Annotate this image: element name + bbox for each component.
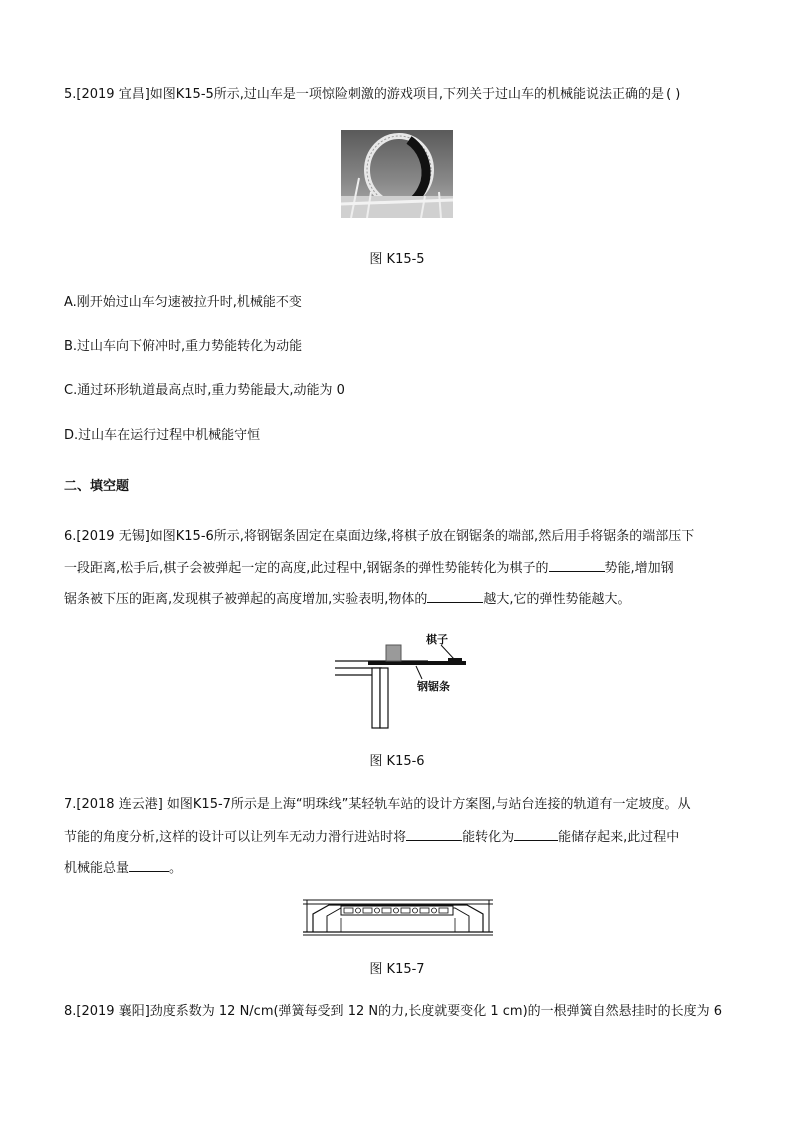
option-c: C.通过环形轨道最高点时,重力势能最大,动能为 0 [64, 383, 345, 398]
option-a: A.刚开始过山车匀速被拉升时,机械能不变 [64, 295, 302, 310]
question-7-text-2b: 能转化为 [462, 830, 515, 845]
figure-caption-k15-5: 图 K15-5 [369, 252, 425, 267]
option-b: B.过山车向下俯冲时,重力势能转化为动能 [64, 339, 303, 354]
section-title: 二、填空题 [64, 479, 130, 494]
question-7-line-3 [64, 858, 182, 878]
question-6-line-3 [64, 589, 631, 609]
fill-blank[interactable] [514, 827, 558, 841]
fill-blank[interactable] [549, 558, 605, 572]
question-5-stem [64, 86, 680, 104]
fill-blank[interactable] [406, 827, 462, 841]
fill-blank[interactable] [427, 589, 483, 603]
question-6-text-3a: 锯条被下压的距离,发现棋子被弹起的高度增加,实验表明,物体的 [64, 592, 428, 607]
roller-coaster-photo [341, 130, 453, 218]
question-7-text-3b: 。 [169, 861, 183, 876]
train-station-diagram [303, 892, 493, 937]
option-d: D.过山车在运行过程中机械能守恒 [64, 428, 261, 443]
answer-parentheses: ( ) [666, 87, 681, 102]
question-5-text: 5.[2019 宜昌]如图K15-5所示,过山车是一项惊险刺激的游戏项目,下列关于过山车的机械能说法正确的是 [64, 87, 665, 102]
question-7-text-3a: 机械能总量 [64, 861, 130, 876]
fill-blank[interactable] [129, 858, 169, 872]
question-6-line-2 [64, 558, 674, 578]
question-7-line-2 [64, 827, 679, 847]
figure-caption-k15-7: 图 K15-7 [369, 962, 425, 977]
question-6-text-3b: 越大,它的弹性势能越大。 [483, 592, 631, 607]
question-8-line-1: 8.[2019 襄阳]劲度系数为 12 N/cm(弹簧每受到 12 N的力,长度就要变化 1 cm)的一根弹簧自然悬挂时的长度为 6 [64, 1004, 723, 1019]
question-6-text-2a: 一段距离,松手后,棋子会被弹起一定的高度,此过程中,钢锯条的弹性势能转化为棋子的 [64, 561, 549, 576]
question-6-line-1: 6.[2019 无锡]如图K15-6所示,将钢锯条固定在桌面边缘,将棋子放在钢锯条的端部,然后用手将锯条的端部压下 [64, 529, 695, 544]
question-6-text-2b: 势能,增加钢 [604, 561, 674, 576]
chess-piece-label: 棋子 [426, 633, 448, 646]
question-7-text-2a: 节能的角度分析,这样的设计可以让列车无动力滑行进站时将 [64, 830, 407, 845]
figure-caption-k15-6: 图 K15-6 [369, 754, 425, 769]
question-7-line-1: 7.[2018 连云港] 如图K15-7所示是上海“明珠线”某轻轨车站的设计方案图,与站台连接的轨道有一定坡度。从 [64, 797, 691, 812]
saw-blade-diagram [330, 630, 490, 730]
saw-blade-label: 钢锯条 [417, 680, 450, 693]
question-7-text-2c: 能储存起来,此过程中 [558, 830, 680, 845]
